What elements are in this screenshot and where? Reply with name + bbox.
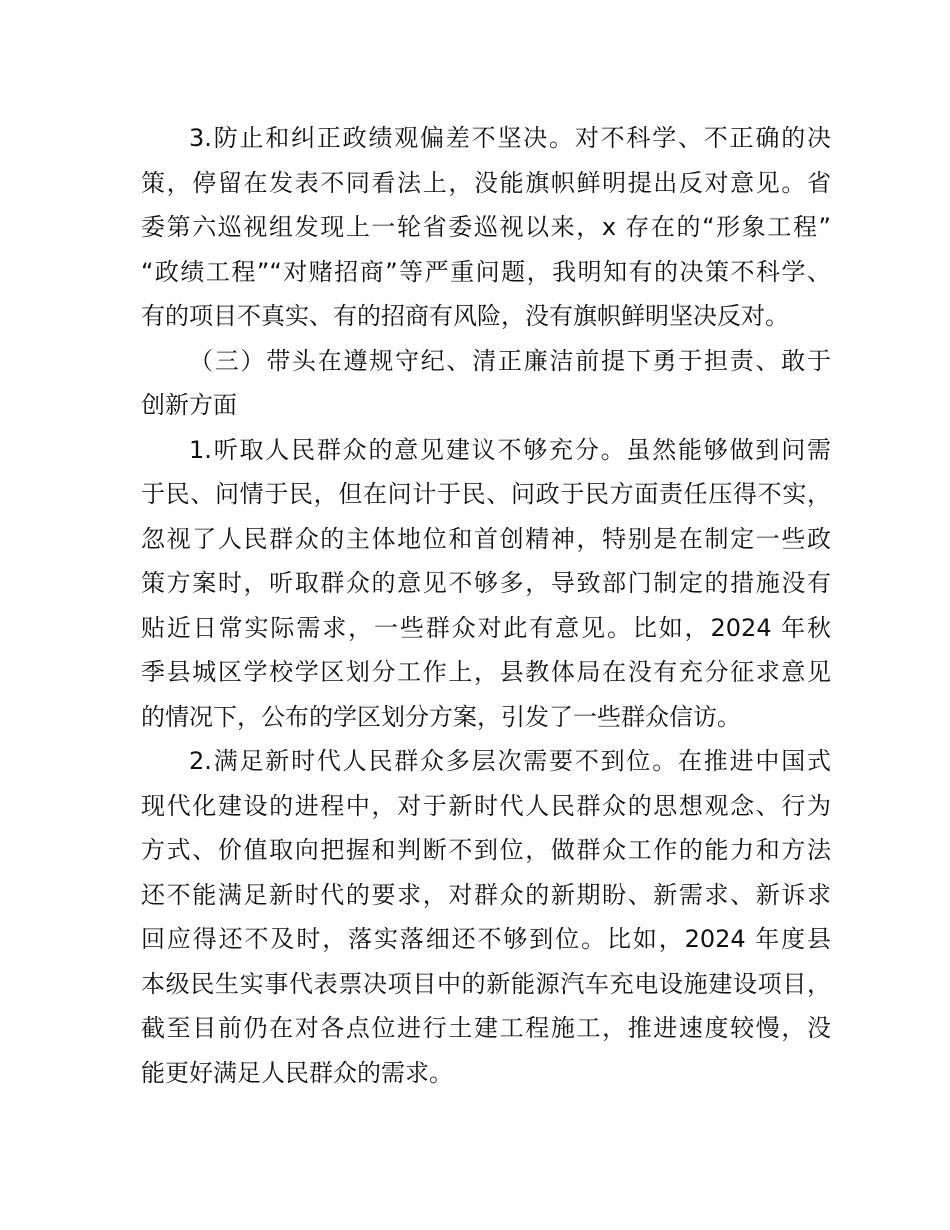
text-line: 于民、问情于民，但在问计于民、问政于民方面责任压得不实，	[141, 480, 831, 508]
text-line: “政绩工程”“对赌招商”等严重问题，我明知有的决策不科学、	[141, 257, 831, 286]
text-line: 2.满足新时代人民群众多层次需要不到位。在推进中国式	[189, 747, 831, 775]
text-line: 贴近日常实际需求，一些群众对此有意见。比如，2024 年秋	[141, 613, 831, 642]
text-line: 的情况下，公布的学区划分方案，引发了一些群众信访。	[141, 702, 741, 731]
text-line: 委第六巡视组发现上一轮省委巡视以来，x 存在的“形象工程”	[141, 213, 831, 241]
text-line: 3.防止和纠正政绩观偏差不坚决。对不科学、不正确的决	[189, 124, 831, 152]
text-line: 本级民生实事代表票决项目中的新能源汽车充电设施建设项目，	[141, 969, 831, 998]
text-line: 有的项目不真实、有的招商有风险，没有旗帜鲜明坚决反对。	[141, 302, 789, 330]
paragraph-item-1	[141, 428, 831, 740]
heading-line: （三）带头在遵规守纪、清正廉洁前提下勇于担责、敢于	[189, 346, 831, 375]
text-line: 忽视了人民群众的主体地位和首创精神，特别是在制定一些政	[141, 524, 831, 553]
paragraph-item-2	[141, 739, 831, 1095]
text-line: 策，停留在发表不同看法上，没能旗帜鲜明提出反对意见。省	[141, 168, 831, 197]
text-line: 还不能满足新时代的要求，对群众的新期盼、新需求、新诉求	[141, 880, 831, 909]
paragraph-section-3	[141, 116, 831, 339]
text-line: 能更好满足人民群众的需求。	[141, 1058, 453, 1087]
text-line: 1.听取人民群众的意见建议不够充分。虽然能够做到问需	[189, 435, 831, 464]
heading-line: 创新方面	[141, 391, 237, 419]
text-line: 策方案时，听取群众的意见不够多，导致部门制定的措施没有	[141, 569, 831, 597]
section-heading-3	[141, 339, 831, 428]
text-line: 现代化建设的进程中，对于新时代人民群众的思想观念、行为	[141, 791, 831, 820]
text-line: 季县城区学校学区划分工作上，县教体局在没有充分征求意见	[141, 658, 831, 686]
document-body	[141, 116, 831, 1095]
text-line: 回应得还不及时，落实落细还不够到位。比如，2024 年度县	[141, 925, 831, 953]
text-line: 方式、价值取向把握和判断不到位，做群众工作的能力和方法	[141, 836, 831, 864]
text-line: 截至目前仍在对各点位进行土建工程施工，推进速度较慢，没	[141, 1014, 831, 1042]
